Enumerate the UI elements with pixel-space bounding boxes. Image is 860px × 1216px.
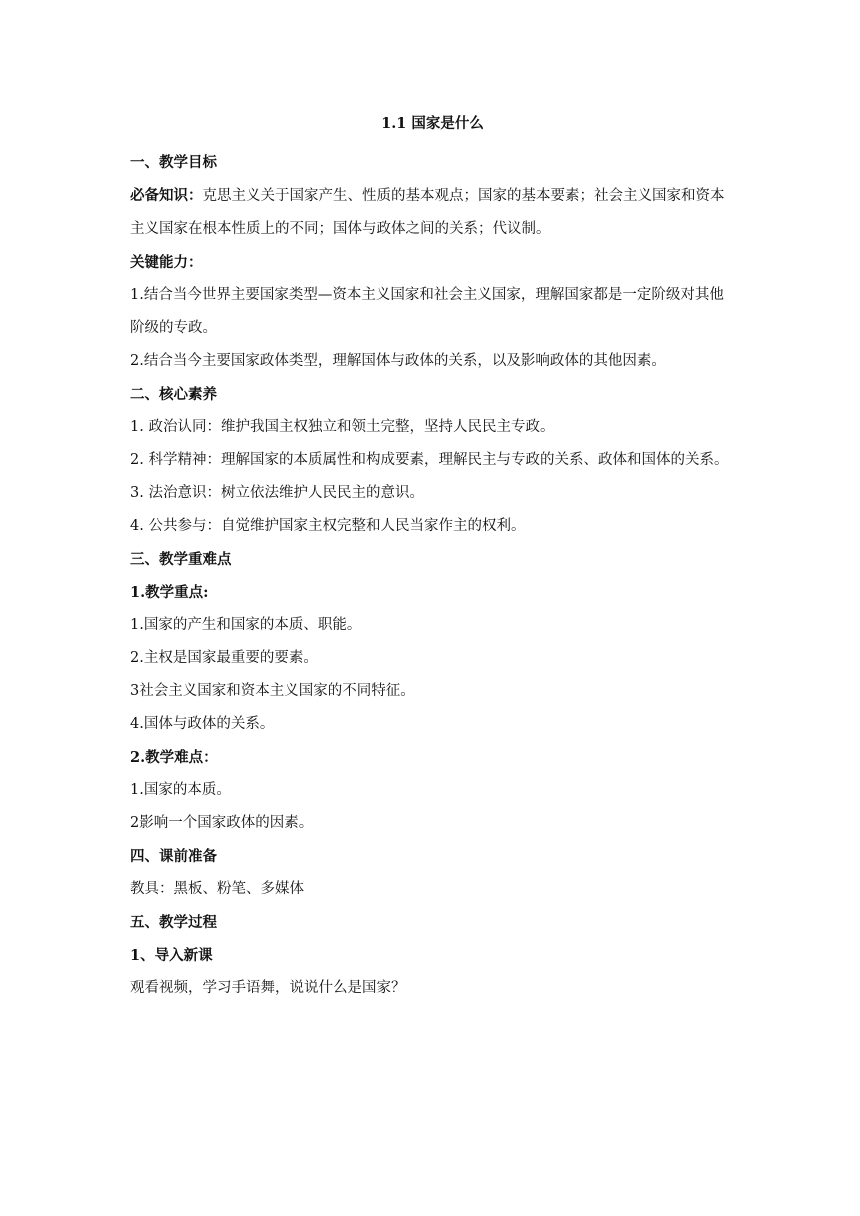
section-heading-key-points: 三、教学重难点 [130,551,232,568]
difficulty-item: 1.国家的本质。 [130,782,231,798]
knowledge-label: 必备知识： [130,187,203,204]
ability-item: 2.结合当今主要国家政体类型，理解国体与政体的关系，以及影响政体的其他因素。 [130,353,666,369]
focus-heading: 1.教学重点: [130,584,209,601]
literacy-item: 3. 法治意识：树立依法维护人民民主的意识。 [130,485,424,501]
section-heading-literacy: 二、核心素养 [130,386,217,403]
tools-text: 教具：黑板、粉笔、多媒体 [130,881,304,897]
focus-item: 2.主权是国家最重要的要素。 [130,650,318,666]
knowledge-text: 克思主义关于国家产生、性质的基本观点；国家的基本要素；社会主义国家和资本主义国家在根本性质上的不同；国体与政体之间的关系；代议制。 [130,188,725,237]
section-heading-process: 五、教学过程 [130,914,217,931]
section-heading-objectives: 一、教学目标 [130,154,217,171]
difficulty-item: 2影响一个国家政体的因素。 [130,815,314,831]
ability-heading: 关键能力： [130,254,203,271]
literacy-item: 4. 公共参与：自觉维护国家主权完整和人民当家作主的权利。 [130,518,526,534]
literacy-item: 2. 科学精神：理解国家的本质属性和构成要素，理解民主与专政的关系、政体和国体的关系。 [130,452,729,468]
document-body [130,112,735,1005]
knowledge-paragraph [130,179,735,246]
page-title: 1.1 国家是什么 [381,115,484,132]
section-heading-preparation: 四、课前准备 [130,848,217,865]
literacy-item: 1. 政治认同：维护我国主权独立和领土完整，坚持人民民主专政。 [130,419,555,435]
focus-item: 3社会主义国家和资本主义国家的不同特征。 [130,683,415,699]
step1-heading: 1、导入新课 [130,947,213,964]
step1-text: 观看视频，学习手语舞，说说什么是国家？ [130,980,406,996]
difficulty-heading: 2.教学难点： [130,749,218,766]
focus-item: 1.国家的产生和国家的本质、职能。 [130,617,362,633]
ability-item: 1.结合当今世界主要国家类型—资本主义国家和社会主义国家，理解国家都是一定阶级对其他阶级的专政。 [130,287,724,336]
focus-item: 4.国体与政体的关系。 [130,716,275,732]
